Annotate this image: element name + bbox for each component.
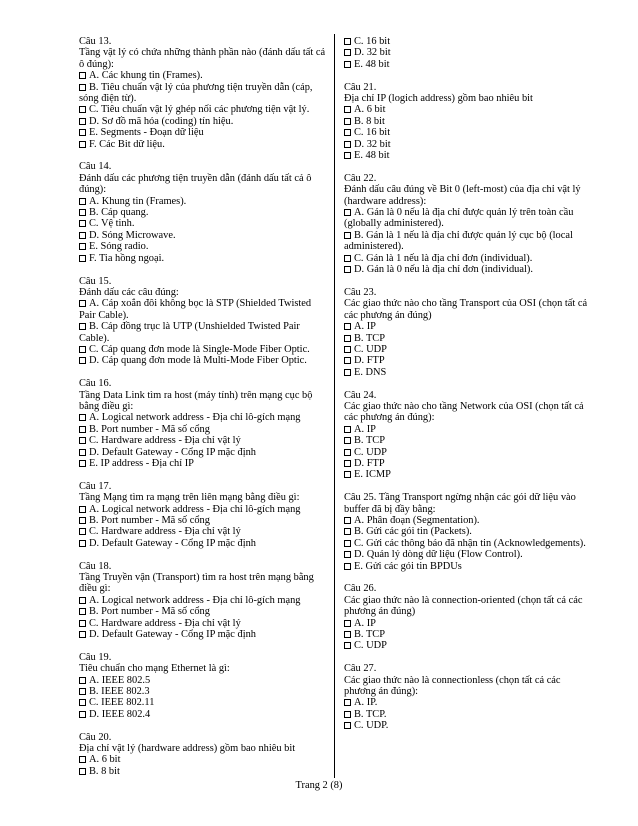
answer-option[interactable] (344, 549, 594, 560)
checkbox-icon[interactable] (344, 449, 351, 456)
checkbox-icon[interactable] (79, 506, 86, 513)
answer-option-label: B. Tiêu chuẩn vật lý của phương tiện truyền dẫn (cáp, sóng điện từ). (79, 81, 313, 105)
answer-option[interactable] (79, 766, 327, 777)
checkbox-icon[interactable] (79, 620, 86, 627)
answer-option[interactable] (79, 697, 327, 708)
checkbox-icon[interactable] (344, 551, 351, 558)
question-prompt: Tiêu chuẩn cho mạng Ethernet là gì: (79, 663, 230, 675)
checkbox-icon[interactable] (79, 243, 86, 250)
answer-option[interactable] (79, 104, 327, 115)
answer-option-label: C. IEEE 802.11 (89, 697, 155, 709)
checkbox-icon[interactable] (344, 209, 351, 216)
checkbox-icon[interactable] (79, 209, 86, 216)
answer-option-label: A. IP (354, 617, 376, 629)
answer-option-label: C. Tiêu chuẩn vật lý ghép nối các phương tiện vật lý. (89, 104, 310, 116)
checkbox-icon[interactable] (344, 711, 351, 718)
answer-option[interactable] (79, 515, 327, 526)
answer-option[interactable] (79, 207, 327, 218)
answer-option[interactable] (344, 139, 594, 150)
answer-option[interactable] (79, 686, 327, 697)
answer-option-label: A. 6 bit (354, 104, 386, 116)
checkbox-icon[interactable] (79, 608, 86, 615)
question-prompt: Tầng vật lý có chứa những thành phần nào (đánh dấu tất cả ô đúng): (79, 47, 326, 70)
checkbox-icon[interactable] (79, 357, 86, 364)
answer-option[interactable] (79, 504, 327, 515)
question-number: Câu 23. (344, 286, 377, 298)
question-number: Câu 24. (344, 389, 377, 401)
answer-option-label: C. Gửi các thông báo đã nhận tin (Acknowledgements). (354, 537, 586, 549)
question-prompt: Địa chỉ IP (logich address) gồm bao nhiêu bit (344, 93, 533, 105)
checkbox-icon[interactable] (79, 699, 86, 706)
question-block (79, 36, 327, 150)
answer-option[interactable] (344, 720, 594, 731)
answer-option[interactable] (79, 116, 327, 127)
answer-option[interactable] (344, 207, 594, 230)
checkbox-icon[interactable] (79, 118, 86, 125)
answer-option[interactable] (79, 230, 327, 241)
question-prompt: Đánh dấu các phương tiện truyền dẫn (đánh dấu tất cả ô đúng): (79, 172, 312, 196)
column-divider (334, 34, 335, 778)
question-number: Câu 21. (344, 81, 377, 93)
answer-option[interactable] (79, 70, 327, 81)
answer-option-label: A. Phân đoạn (Segmentation). (354, 514, 480, 526)
answer-option[interactable] (79, 412, 327, 423)
checkbox-icon[interactable] (344, 323, 351, 330)
answer-option-label: A. IEEE 802.5 (89, 674, 151, 686)
checkbox-icon[interactable] (344, 266, 351, 273)
question-block (79, 378, 327, 469)
checkbox-icon[interactable] (79, 323, 86, 330)
answer-option[interactable] (79, 595, 327, 606)
answer-option-label: A. Logical network address - Địa chỉ lô-gích mạng (89, 594, 301, 606)
answer-option-label: E. Gửi các gói tin BPDUs (354, 560, 462, 572)
checkbox-icon[interactable] (344, 722, 351, 729)
answer-option[interactable] (79, 435, 327, 446)
answer-option[interactable] (344, 116, 594, 127)
answer-option-label: E. 48 bit (354, 58, 390, 70)
checkbox-icon[interactable] (79, 426, 86, 433)
checkbox-icon[interactable] (79, 768, 86, 775)
question-block (344, 583, 594, 651)
checkbox-icon[interactable] (344, 528, 351, 535)
answer-option[interactable] (344, 469, 594, 480)
checkbox-icon[interactable] (79, 414, 86, 421)
checkbox-icon[interactable] (79, 72, 86, 79)
question-prompt: Địa chỉ vật lý (hardware address) gồm bao nhiêu bit (79, 743, 296, 755)
answer-option[interactable] (344, 640, 594, 651)
question-number: Câu 14. (79, 161, 112, 173)
checkbox-icon[interactable] (344, 141, 351, 148)
answer-option[interactable] (79, 538, 327, 549)
checkbox-icon[interactable] (344, 517, 351, 524)
answer-option[interactable] (344, 709, 594, 720)
question-block (79, 161, 327, 264)
answer-option[interactable] (344, 253, 594, 264)
answer-option[interactable] (79, 458, 327, 469)
checkbox-icon[interactable] (79, 449, 86, 456)
answer-option-label: C. Hardware address - Địa chỉ vật lý (89, 435, 241, 447)
checkbox-icon[interactable] (79, 597, 86, 604)
answer-option-label: A. Cáp xoắn đôi không bọc là STP (Shielded Twisted Pair Cable). (79, 298, 312, 321)
checkbox-icon[interactable] (79, 220, 86, 227)
answer-option-label: E. IP address - Địa chỉ IP (89, 457, 194, 469)
checkbox-icon[interactable] (79, 255, 86, 262)
checkbox-icon[interactable] (79, 141, 86, 148)
answer-option-label: D. FTP (354, 457, 385, 469)
right-column (344, 36, 594, 743)
answer-option[interactable] (344, 367, 594, 378)
answer-option-label: D. FTP (354, 355, 385, 367)
answer-option[interactable] (344, 264, 594, 275)
answer-option[interactable] (344, 447, 594, 458)
answer-option-label: A. IP (354, 423, 376, 435)
question-block (344, 173, 594, 276)
answer-option[interactable] (79, 355, 327, 366)
answer-option[interactable] (79, 344, 327, 355)
checkbox-icon[interactable] (344, 152, 351, 159)
question-block (344, 287, 594, 378)
answer-option[interactable] (79, 196, 327, 207)
answer-option-label: D. Default Gateway - Cổng IP mặc định (89, 537, 256, 549)
answer-option-label: A. 6 bit (89, 754, 121, 766)
answer-option-label: E. 48 bit (354, 150, 390, 162)
question-number: Câu 26. (344, 583, 377, 595)
answer-option-label: A. Khung tin (Frames). (89, 195, 187, 207)
checkbox-icon[interactable] (79, 346, 86, 353)
answer-option-label: E. DNS (354, 366, 387, 378)
checkbox-icon[interactable] (79, 756, 86, 763)
answer-option-label: B. TCP (354, 332, 385, 344)
question-block (344, 390, 594, 481)
answer-option[interactable] (79, 139, 327, 150)
question-number: Câu 19. (79, 651, 112, 663)
question-number: Câu 18. (79, 560, 112, 572)
answer-option-label: B. TCP (354, 629, 385, 641)
answer-option[interactable] (344, 333, 594, 344)
checkbox-icon[interactable] (344, 49, 351, 56)
checkbox-icon[interactable] (79, 540, 86, 547)
checkbox-icon[interactable] (79, 300, 86, 307)
checkbox-icon[interactable] (344, 118, 351, 125)
answer-option[interactable] (344, 697, 594, 708)
checkbox-icon[interactable] (344, 631, 351, 638)
answer-option-label: B. TCP (354, 435, 385, 447)
checkbox-icon[interactable] (344, 460, 351, 467)
answer-option[interactable] (79, 253, 327, 264)
checkbox-icon[interactable] (79, 437, 86, 444)
question-block (79, 481, 327, 549)
question-block (344, 36, 594, 70)
answer-option[interactable] (344, 344, 594, 355)
question-prompt: Các giao thức nào cho tầng Transport của OSI (chọn tất cả các phương án đúng) (344, 298, 588, 321)
question-block (344, 663, 594, 731)
checkbox-icon[interactable] (344, 540, 351, 547)
answer-option[interactable] (79, 675, 327, 686)
answer-option-label: F. Tia hồng ngoại. (89, 252, 165, 264)
question-block (344, 82, 594, 162)
checkbox-icon[interactable] (344, 642, 351, 649)
answer-option[interactable] (344, 435, 594, 446)
answer-option[interactable] (79, 127, 327, 138)
answer-option[interactable] (79, 618, 327, 629)
answer-option-label: C. UDP (354, 343, 387, 355)
answer-option[interactable] (79, 709, 327, 720)
answer-option-label: D. Quản lý dòng dữ liệu (Flow Control). (354, 549, 523, 561)
question-number: Câu 17. (79, 480, 112, 492)
answer-option[interactable] (79, 606, 327, 617)
answer-option-label: C. 16 bit (354, 127, 391, 139)
question-prompt: Các giao thức nào là connectionless (chọn tất cả các phương án đúng): (344, 674, 561, 698)
answer-option[interactable] (79, 424, 327, 435)
question-block (79, 732, 327, 778)
answer-option-label: A. Logical network address - Địa chỉ lô-gích mạng (89, 412, 301, 424)
checkbox-icon[interactable] (79, 677, 86, 684)
answer-option-label: C. Gán là 1 nếu là địa chỉ đơn (individual). (354, 252, 533, 264)
checkbox-icon[interactable] (79, 129, 86, 136)
checkbox-icon[interactable] (344, 620, 351, 627)
answer-option-label: C. Hardware address - Địa chỉ vật lý (89, 617, 241, 629)
answer-option[interactable] (344, 629, 594, 640)
question-number: Câu 22. (344, 172, 377, 184)
answer-option-label: B. IEEE 802.3 (89, 686, 150, 698)
answer-option[interactable] (344, 230, 594, 253)
answer-option[interactable] (79, 321, 327, 344)
question-block (344, 492, 594, 572)
answer-option[interactable] (344, 526, 594, 537)
answer-option[interactable] (79, 526, 327, 537)
answer-option[interactable] (344, 355, 594, 366)
checkbox-icon[interactable] (79, 198, 86, 205)
answer-option-label: C. Vệ tinh. (89, 218, 135, 230)
answer-option-label: E. Sóng radio. (89, 241, 149, 253)
question-prompt: Các giao thức nào là connection-oriented (chọn tất cả các phương án đúng) (344, 594, 583, 618)
answer-option-label: D. Gán là 0 nếu là địa chỉ đơn (individual). (354, 264, 533, 276)
checkbox-icon[interactable] (344, 357, 351, 364)
question-number: Câu 27. (344, 663, 377, 675)
answer-option-label: D. Sóng Microwave. (89, 229, 176, 241)
answer-option[interactable] (344, 561, 594, 572)
answer-option-label: C. UDP (354, 640, 387, 652)
question-prompt: Đánh dấu các câu đúng: (79, 286, 179, 298)
checkbox-icon[interactable] (344, 471, 351, 478)
page-number: Trang 2 (8) (295, 780, 343, 791)
answer-option-label: C. Hardware address - Địa chỉ vật lý (89, 526, 241, 538)
question-prompt: Tầng Truyền vận (Transport) tìm ra host trên mạng bằng điều gì: (79, 572, 314, 595)
answer-option-label: D. 32 bit (354, 47, 391, 59)
question-number: Câu 15. (79, 275, 112, 287)
answer-option-label: F. Các Bit dữ liệu. (89, 138, 165, 150)
answer-option-label: B. TCP. (354, 708, 387, 720)
checkbox-icon[interactable] (344, 335, 351, 342)
answer-option-label: D. Default Gateway - Cổng IP mặc định (89, 629, 256, 641)
checkbox-icon[interactable] (344, 61, 351, 68)
answer-option[interactable] (344, 59, 594, 70)
checkbox-icon[interactable] (344, 563, 351, 570)
left-column (79, 36, 327, 789)
answer-option[interactable] (344, 321, 594, 332)
question-block (79, 652, 327, 720)
checkbox-icon[interactable] (344, 426, 351, 433)
answer-option[interactable] (79, 447, 327, 458)
question-number: Câu 16. (79, 378, 112, 390)
checkbox-icon[interactable] (79, 84, 86, 91)
answer-option[interactable] (344, 424, 594, 435)
checkbox-icon[interactable] (79, 106, 86, 113)
answer-option[interactable] (344, 47, 594, 58)
checkbox-icon[interactable] (344, 106, 351, 113)
answer-option-label: D. Default Gateway - Cổng IP mặc định (89, 446, 256, 458)
answer-option-label: D. Cáp quang đơn mode là Multi-Mode Fiber Optic. (89, 355, 307, 367)
question-prompt: Tầng Data Link tìm ra host (máy tính) trên mạng cục bộ bằng điều gì: (79, 389, 313, 412)
answer-option[interactable] (344, 150, 594, 161)
answer-option-label: B. Cáp quang. (89, 207, 149, 219)
checkbox-icon[interactable] (344, 255, 351, 262)
question-number: Câu 13. (79, 36, 112, 47)
answer-option[interactable] (79, 298, 327, 321)
answer-option-label: B. Port number - Mã số cổng (89, 423, 210, 435)
answer-option[interactable] (79, 629, 327, 640)
answer-option-label: E. ICMP (354, 469, 391, 481)
checkbox-icon[interactable] (344, 437, 351, 444)
answer-option-label: E. Segments - Đoạn dữ liệu (89, 127, 204, 139)
answer-option[interactable] (79, 218, 327, 229)
checkbox-icon[interactable] (344, 699, 351, 706)
answer-option[interactable] (79, 241, 327, 252)
answer-option-label: B. Port number - Mã số cổng (89, 515, 210, 526)
checkbox-icon[interactable] (79, 631, 86, 638)
answer-option[interactable] (344, 618, 594, 629)
answer-option[interactable] (344, 538, 594, 549)
answer-option-label: B. 8 bit (354, 115, 385, 127)
answer-option-label: A. IP (354, 321, 376, 333)
answer-option-label: A. Gán là 0 nếu là địa chỉ được quản lý trên toàn cầu (globally administered). (344, 207, 574, 230)
answer-option[interactable] (344, 458, 594, 469)
checkbox-icon[interactable] (79, 528, 86, 535)
checkbox-icon[interactable] (79, 688, 86, 695)
answer-option-label: C. UDP (354, 446, 387, 458)
checkbox-icon[interactable] (79, 460, 86, 467)
answer-option-label: C. Cáp quang đơn mode là Single-Mode Fiber Optic. (89, 343, 310, 355)
checkbox-icon[interactable] (344, 38, 351, 45)
checkbox-icon[interactable] (344, 346, 351, 353)
question-prompt: Các giao thức nào cho tầng Network của OSI (chọn tất cả các phương án đúng): (344, 400, 584, 424)
checkbox-icon[interactable] (79, 232, 86, 239)
question-block (79, 561, 327, 641)
answer-option-label: B. Port number - Mã số cổng (89, 606, 210, 618)
checkbox-icon[interactable] (79, 711, 86, 718)
question-block (79, 276, 327, 367)
question-prompt: Tầng Mạng tìm ra mạng trên liên mạng bằng điều gì: (79, 492, 300, 504)
answer-option[interactable] (79, 754, 327, 765)
question-prompt: Câu 25. Tầng Transport ngừng nhận các gói dữ liệu vào buffer đã bị đầy bằng: (344, 492, 576, 515)
answer-option-label: B. 8 bit (89, 765, 120, 777)
question-number: Câu 20. (79, 731, 112, 743)
answer-option[interactable] (344, 127, 594, 138)
answer-option-label: C. UDP. (354, 720, 389, 732)
answer-option-label: B. Gán là 1 nếu là địa chỉ được quản lý cục bộ (local administered). (344, 229, 573, 253)
answer-option-label: D. Sơ đồ mã hóa (coding) tín hiệu. (89, 115, 234, 127)
answer-option[interactable] (344, 36, 594, 47)
answer-option-label: B. Cáp đồng trục là UTP (Unshielded Twisted Pair Cable). (79, 321, 300, 344)
answer-option-label: C. 16 bit (354, 36, 391, 47)
answer-option-label: A. IP. (354, 697, 378, 709)
answer-option[interactable] (79, 82, 327, 105)
answer-option-label: D. 32 bit (354, 138, 391, 150)
checkbox-icon[interactable] (79, 517, 86, 524)
checkbox-icon[interactable] (344, 129, 351, 136)
answer-option-label: A. Logical network address - Địa chỉ lô-gích mạng (89, 503, 301, 515)
question-prompt: Đánh dấu câu đúng về Bit 0 (left-most) của địa chỉ vật lý (hardware address): (344, 184, 581, 207)
answer-option-label: B. Gửi các gói tin (Packets). (354, 526, 472, 538)
answer-option[interactable] (344, 104, 594, 115)
checkbox-icon[interactable] (344, 369, 351, 376)
answer-option[interactable] (344, 515, 594, 526)
answer-option-label: D. IEEE 802.4 (89, 708, 151, 720)
answer-option-label: A. Các khung tin (Frames). (89, 70, 203, 82)
checkbox-icon[interactable] (344, 232, 351, 239)
